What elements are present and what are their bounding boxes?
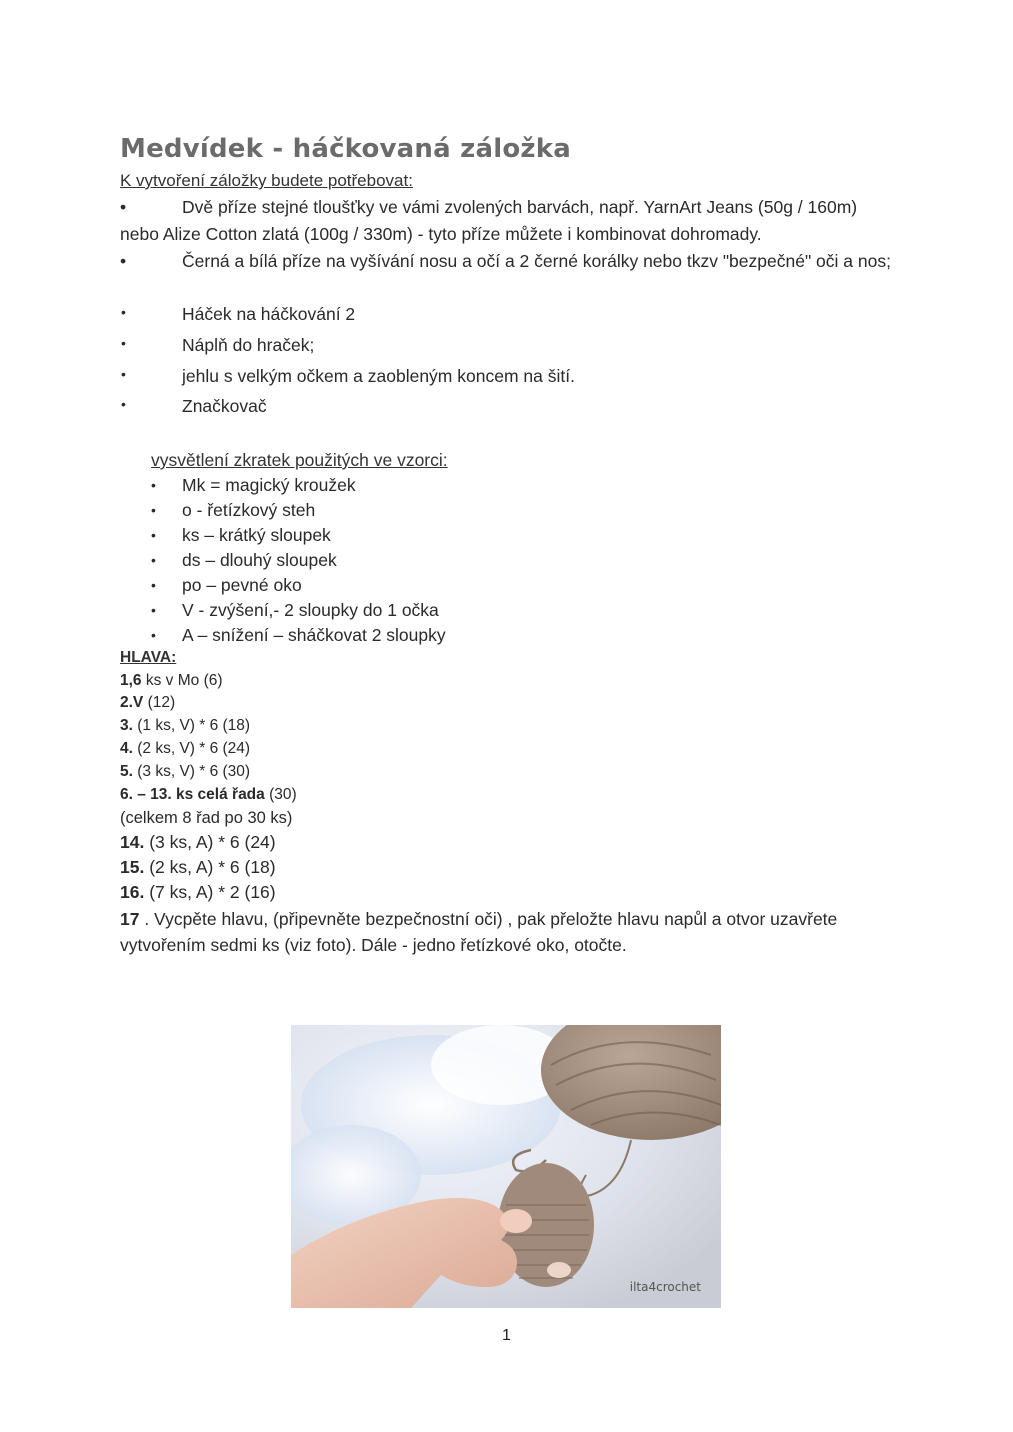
bullet-icon: •: [121, 335, 126, 351]
pattern-row: 5. (3 ks, V) * 6 (30): [120, 763, 251, 780]
material-text: Značkovač: [182, 396, 267, 416]
photo-illustration: [291, 1025, 721, 1308]
material-item: [121, 396, 267, 417]
material-item: [121, 366, 575, 387]
page-title: Medvídek - háčkovaná záložka: [120, 134, 571, 164]
bullet-icon: •: [121, 366, 126, 382]
material-item: [121, 335, 315, 356]
pattern-row-final: 17 . Vycpěte hlavu, (připevněte bezpečnostní oči) , pak přeložte hlavu napůl a otvor uzavřete vytvořením sedmi ks (viz foto). Dále - jedno řetízkové oko, otočte.: [120, 909, 838, 955]
abbreviation-item: • po – pevné oko: [151, 573, 446, 598]
pattern-row: 4. (2 ks, V) * 6 (24): [120, 740, 251, 757]
abbreviation-item: • A – snížení – sháčkovat 2 sloupky: [151, 623, 446, 648]
material-text: jehlu s velkým očkem a zaobleným koncem na šití.: [182, 366, 575, 386]
material-item: [120, 194, 900, 248]
bullet-icon: •: [121, 304, 126, 320]
pattern-row: 2.V (12): [120, 694, 176, 711]
page-number: 1: [502, 1327, 511, 1344]
bullet-icon: •: [151, 527, 156, 543]
bullet-icon: •: [151, 627, 156, 643]
bullet-icon: •: [120, 197, 127, 217]
bullet-icon: •: [120, 251, 127, 271]
crochet-photo: [291, 1025, 721, 1308]
pattern-row: 14. (3 ks, A) * 6 (24): [120, 832, 276, 852]
photo-watermark: ilta4crochet: [629, 1280, 701, 1294]
material-text: Dvě příze stejné tloušťky ve vámi zvolených barvách, např. YarnArt Jeans (50g / 160m) nebo Alize Cotton zlatá (100g / 330m) - tyto příze můžete i kombinovat dohromady.: [120, 197, 858, 244]
bullet-icon: •: [151, 552, 156, 568]
pattern-row: 6. – 13. ks celá řada (30): [120, 786, 297, 803]
abbreviation-item: • V - zvýšení,- 2 sloupky do 1 očka: [151, 598, 446, 623]
pattern-row: 15. (2 ks, A) * 6 (18): [120, 857, 276, 877]
abbreviations-heading: vysvětlení zkratek použitých ve vzorci:: [151, 450, 448, 470]
material-text: Černá a bílá příze na vyšívání nosu a očí a 2 černé korálky nebo tkzv "bezpečné" oči a nos;: [182, 251, 891, 271]
material-text: Náplň do hraček;: [182, 335, 315, 355]
bullet-icon: •: [151, 602, 156, 618]
material-item: [121, 304, 356, 325]
bullet-icon: •: [151, 477, 156, 493]
abbreviation-item: • ks – krátký sloupek: [151, 523, 446, 548]
bullet-icon: •: [151, 502, 156, 518]
abbreviations-list: [151, 473, 446, 648]
material-item: [120, 248, 900, 275]
abbreviation-item: • Mk = magický kroužek: [151, 473, 446, 498]
bullet-icon: •: [151, 577, 156, 593]
pattern-row: 3. (1 ks, V) * 6 (18): [120, 717, 251, 734]
pattern-row: 16. (7 ks, A) * 2 (16): [120, 882, 276, 902]
abbreviation-item: • o - řetízkový steh: [151, 498, 446, 523]
pattern-row: (celkem 8 řad po 30 ks): [120, 809, 293, 827]
materials-heading: K vytvoření záložky budete potřebovat:: [120, 171, 413, 190]
pattern-row: 1,6 ks v Mo (6): [120, 672, 223, 689]
abbreviation-item: • ds – dlouhý sloupek: [151, 548, 446, 573]
material-text: Háček na háčkování 2: [182, 304, 356, 324]
section-heading: HLAVA:: [120, 649, 177, 666]
bullet-icon: •: [121, 396, 126, 412]
